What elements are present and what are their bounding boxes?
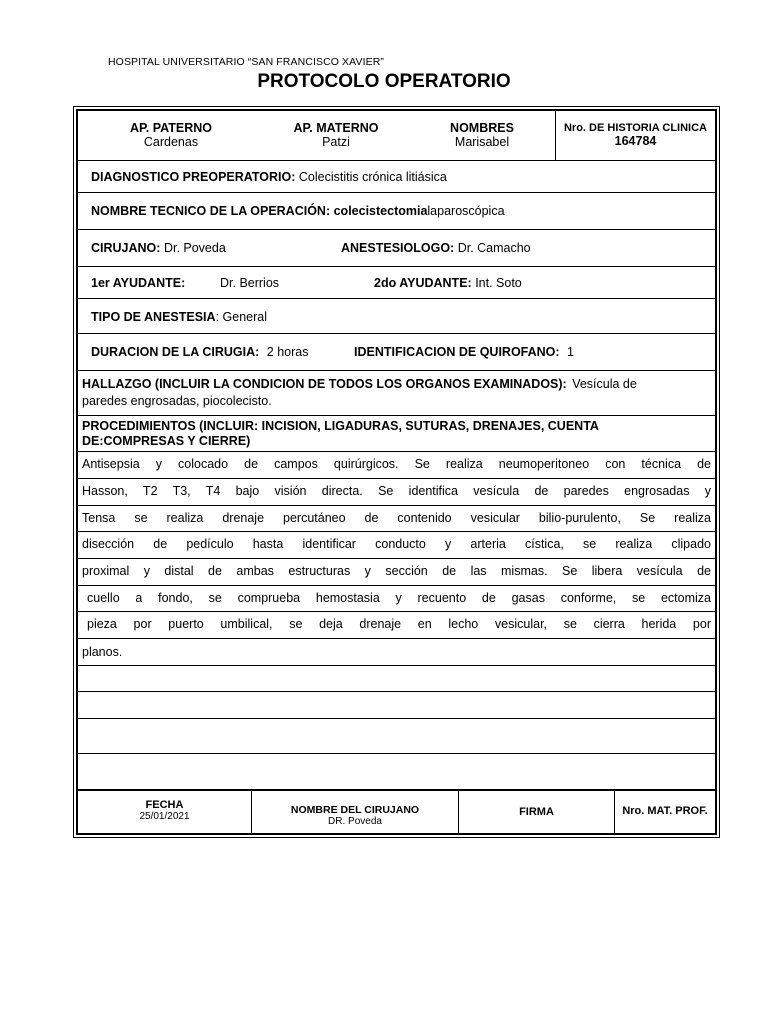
procedimiento-line: planos.	[82, 645, 123, 659]
hallazgo-value-line1: Vesícula de	[572, 377, 637, 391]
materno-label: AP. MATERNO	[293, 121, 379, 135]
operacion-row	[78, 193, 715, 230]
fecha-value: 25/01/2021	[139, 811, 190, 822]
ayudantes-row	[78, 267, 715, 299]
footer-row	[78, 791, 715, 834]
procedimiento-line-row	[78, 559, 715, 586]
materno-value: Patzi	[322, 135, 350, 149]
cirujano-label: CIRUJANO:	[91, 241, 161, 255]
procedimientos-header-row	[78, 416, 715, 452]
anestesia-value: General	[222, 310, 268, 324]
empty-line-row	[78, 754, 715, 791]
hallazgo-label: HALLAZGO (INCLUIR LA CONDICION DE TODOS LOS ORGANOS EXAMINADOS):	[82, 377, 567, 391]
procedimiento-line: cuello a fondo, se comprueba hemostasia y recuento de gasas conforme, se ectomiza	[87, 591, 711, 605]
duracion-value: 2 horas	[266, 345, 309, 359]
procedimiento-line: proximal y distal de ambas estructuras y sección de las mismas. Se libera vesícula de	[82, 564, 711, 578]
nombre-cirujano-value: DR. Poveda	[328, 816, 382, 827]
historia-label: Nro. DE HISTORIA CLINICA	[563, 122, 707, 134]
anestesiologo-label: ANESTESIOLOGO:	[341, 241, 455, 255]
operacion-value: laparoscópica	[427, 204, 505, 218]
empty-line-row	[78, 692, 715, 719]
anestesia-colon: :	[215, 310, 220, 324]
empty-line-row	[78, 719, 715, 754]
firma-cell	[458, 791, 614, 834]
procedimiento-line: disección de pedículo hasta identificar conducto y arteria cística, se realiza clipado	[82, 537, 711, 551]
cirujano-value: Dr. Poveda	[163, 241, 226, 255]
fecha-label: FECHA	[145, 799, 184, 811]
fecha-cell	[78, 791, 251, 834]
diagnostico-row	[78, 161, 715, 193]
hospital-name: HOSPITAL UNIVERSITARIO “SAN FRANCISCO XAVIER”	[108, 56, 384, 68]
anestesia-label: TIPO DE ANESTESIA	[91, 310, 216, 324]
mat-prof-cell	[614, 791, 715, 834]
firma-label: FIRMA	[519, 806, 554, 818]
procedimiento-line-row	[78, 639, 715, 666]
nombre-cirujano-label: NOMBRE DEL CIRUJANO	[290, 804, 420, 816]
paterno-cell	[78, 111, 264, 160]
procedimiento-line: Hasson, T2 T3, T4 bajo visión directa. Se identifica vesícula de paredes engrosadas y	[82, 484, 711, 498]
procedimiento-line-row	[78, 586, 715, 612]
second-ayudante-label: 2do AYUDANTE:	[374, 276, 472, 290]
protocol-form	[76, 109, 717, 835]
diagnostico-value: Colecistitis crónica litiásica	[298, 170, 447, 184]
nombres-value: Marisabel	[454, 135, 510, 149]
operacion-label: NOMBRE TECNICO DE LA OPERACIÓN:	[91, 204, 331, 218]
operacion-value-bold: colecistectomia	[333, 204, 428, 218]
first-ayudante-label: 1er AYUDANTE:	[91, 276, 186, 290]
cirujano-name-cell	[251, 791, 458, 834]
procedimiento-line-row	[78, 506, 715, 532]
cirujano-row	[78, 230, 715, 267]
procedimiento-line-row	[78, 612, 715, 639]
procedimiento-line: Antisepsia y colocado de campos quirúrgicos. Se realiza neumoperitoneo con técnica de	[82, 457, 711, 471]
procedimiento-line-row	[78, 452, 715, 479]
paterno-label: AP. PATERNO	[130, 121, 212, 135]
procedimiento-line: pieza por puerto umbilical, se deja drenaje en lecho vesicular, se cierra herida por	[87, 617, 711, 631]
hallazgo-value-line2: paredes engrosadas, piocolecisto.	[82, 394, 272, 408]
duracion-row	[78, 334, 715, 371]
hallazgo-row	[78, 371, 715, 416]
page-title: PROTOCOLO OPERATORIO	[257, 71, 511, 92]
second-ayudante-value: Int. Soto	[475, 276, 522, 290]
anestesiologo-value: Dr. Camacho	[457, 241, 531, 255]
materno-cell	[264, 111, 408, 160]
procedimiento-line: Tensa se realiza drenaje percutáneo de contenido vesicular bilio-purulento, Se realiza	[82, 511, 711, 525]
patient-row	[78, 111, 715, 161]
first-ayudante-value: Dr. Berrios	[220, 276, 280, 290]
diagnostico-label: DIAGNOSTICO PREOPERATORIO:	[91, 170, 296, 184]
procedimiento-line-row	[78, 532, 715, 559]
quirofano-label: IDENTIFICACION DE QUIROFANO:	[354, 345, 560, 359]
procedimientos-label-line1: PROCEDIMIENTOS (INCLUIR: INCISION, LIGADURAS, SUTURAS, DRENAJES, CUENTA	[82, 419, 599, 433]
nombres-label: NOMBRES	[450, 121, 514, 135]
duracion-label: DURACION DE LA CIRUGIA:	[91, 345, 260, 359]
historia-cell	[555, 111, 715, 160]
procedimientos-label-line2: DE:COMPRESAS Y CIERRE)	[82, 434, 251, 448]
historia-value: 164784	[614, 134, 657, 148]
anestesia-row	[78, 299, 715, 334]
quirofano-value: 1	[567, 345, 574, 359]
nombres-cell	[408, 111, 556, 160]
paterno-value: Cardenas	[143, 135, 199, 149]
mat-prof-label: Nro. MAT. PROF.	[622, 805, 708, 817]
procedimiento-line-row	[78, 479, 715, 506]
empty-line-row	[78, 666, 715, 692]
